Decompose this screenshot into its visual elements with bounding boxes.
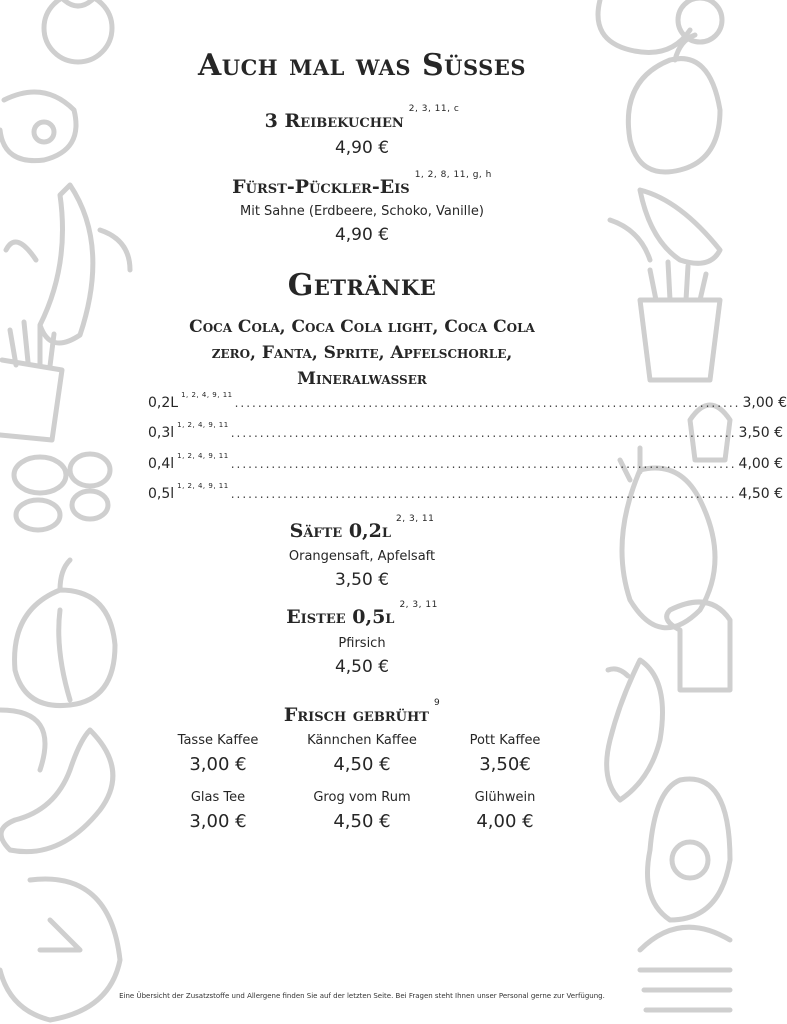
hot-drink-label: Glühwein: [474, 790, 536, 805]
item-name-reibekuchen: 3 Reibekuchen$^{2, 3, 11, c}$: [264, 104, 460, 132]
allergen-codes: 2, 3, 11: [399, 600, 438, 610]
eggplant-icon: [607, 660, 663, 800]
item-name-icetea: Eistee $0,5l^{2, 3, 11}$: [286, 600, 438, 628]
beans-icon: [14, 454, 110, 530]
section-title-sweets: Auch mal was Süsses: [197, 48, 526, 83]
allergen-codes: 1, 2, 4, 9, 11: [177, 421, 229, 429]
size-label: 0,3l $^{1, 2, 4, 9, 11}$: [148, 421, 229, 441]
hot-drink-label: Grog vom Rum: [313, 790, 411, 805]
hot-drink-label: Kännchen Kaffee: [307, 733, 417, 748]
item-price-fuerst-pueckler: 4,90 €: [334, 225, 390, 245]
softdrinks-title: [0, 314, 724, 392]
hot-drink-label: Pott Kaffee: [469, 733, 541, 748]
dot-leader: .......................................................................................: [230, 426, 737, 440]
item-name-fuerst-pueckler: Fürst-Pückler-Eis$^{1, 2, 8, 11, g, h}$: [232, 170, 492, 198]
item-price-reibekuchen: 4,90 €: [334, 138, 390, 158]
hot-drink-item: [420, 790, 590, 832]
hot-drink-label: Tasse Kaffee: [177, 733, 259, 748]
item-name-juices: Säfte $0,2l^{2, 3, 11}$: [289, 514, 435, 542]
allergen-codes: 2, 3, 11: [396, 514, 435, 524]
allergen-codes: 9: [433, 698, 441, 708]
hot-drink-price: 4,50 €: [333, 811, 391, 832]
softdrink-row: [148, 452, 784, 476]
dot-leader: .......................................................................................: [230, 457, 737, 471]
allergen-codes: 1, 2, 8, 11, g, h: [414, 170, 492, 180]
size-price: 4,50 €: [738, 486, 784, 502]
allergen-codes: 1, 2, 4, 9, 11: [181, 391, 233, 399]
section-title-drinks: Getränke: [287, 268, 437, 303]
size-label: 0,4l $^{1, 2, 4, 9, 11}$: [148, 452, 229, 472]
softdrinks-title-line: zero, Fanta, Sprite, Apfelschorle,: [211, 343, 513, 363]
size-label: 0,5l $^{1, 2, 4, 9, 11}$: [148, 482, 229, 502]
softdrink-row: [148, 482, 784, 506]
hot-drink-price: 3,50€: [479, 754, 531, 775]
avocado-icon: [648, 779, 731, 920]
dot-leader: .......................................................................................: [234, 396, 741, 410]
allergen-codes: 1, 2, 4, 9, 11: [177, 452, 229, 460]
softdrink-row: [148, 421, 784, 445]
hot-drink-label: Glas Tee: [190, 790, 246, 805]
hot-drink-price: 3,00 €: [189, 811, 247, 832]
softdrinks-title-line: Mineralwasser: [297, 369, 427, 389]
softdrinks-title-line: Coca Cola, Coca Cola light, Coca Cola: [189, 317, 535, 337]
allergen-codes: 2, 3, 11, c: [408, 104, 460, 114]
allergen-codes: 1, 2, 4, 9, 11: [177, 482, 229, 490]
dot-leader: .......................................................................................: [230, 487, 737, 501]
size-price: 4,00 €: [738, 456, 784, 472]
item-desc-icetea: Pfirsich: [338, 636, 386, 651]
hot-drink-item: [420, 733, 590, 775]
pickle-icon: [0, 710, 113, 852]
teapot-icon: [598, 0, 722, 53]
hot-drink-price: 4,50 €: [333, 754, 391, 775]
size-price: 3,00 €: [742, 395, 787, 411]
hot-drink-price: 4,00 €: [476, 811, 534, 832]
size-label: 0,2L $^{1, 2, 4, 9, 11}$: [148, 391, 233, 411]
item-price-icetea: 4,50 €: [334, 657, 390, 677]
item-price-juices: 3,50 €: [334, 570, 390, 590]
item-desc-fuerst-pueckler: Mit Sahne (Erdbeere, Schoko, Vanille): [240, 204, 484, 219]
item-desc-juices: Orangensaft, Apfelsaft: [288, 549, 436, 564]
softdrink-row: [148, 391, 787, 415]
size-price: 3,50 €: [738, 425, 784, 441]
item-name-hot-drinks: Frisch gebrüht$^9$: [283, 698, 441, 726]
footer-note: Eine Übersicht der Zusatzstoffe und Allergene finden Sie auf der letzten Seite. Bei Fragen steht Ihnen unser Personal gerne zur Verfügung.: [119, 992, 605, 1000]
hot-drink-price: 3,00 €: [189, 754, 247, 775]
